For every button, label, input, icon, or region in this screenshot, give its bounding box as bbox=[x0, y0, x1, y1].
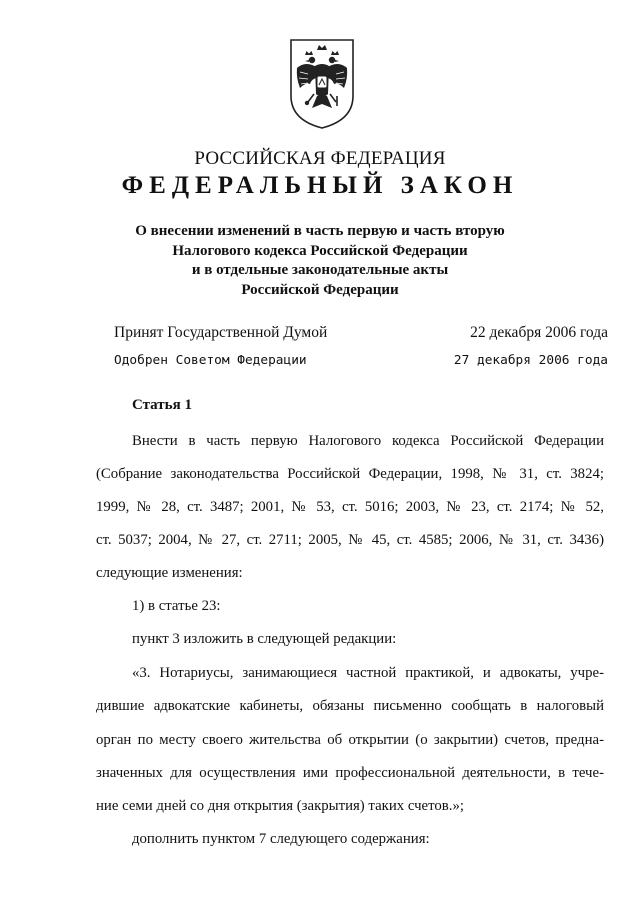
body-line: следующие изменения: bbox=[96, 565, 243, 581]
body-line: (Собрание законодательства Российской Федерации, 1998, № 31, ст. 3824; bbox=[96, 466, 604, 482]
document-type: ФЕДЕРАЛЬНЫЙ ЗАКОН bbox=[121, 172, 519, 199]
body-line: 1) в статье 23: bbox=[132, 598, 221, 614]
title-line: Налогового кодекса Российской Федерации bbox=[172, 242, 468, 259]
article-heading: Статья 1 bbox=[132, 397, 192, 413]
title-line: и в отдельные законодательные акты bbox=[191, 262, 449, 278]
title-line: О внесении изменений в часть первую и часть вторую bbox=[135, 223, 505, 239]
duma-adoption-date: 22 декабря 2006 года bbox=[470, 324, 608, 341]
coat-of-arms-emblem bbox=[288, 38, 356, 130]
body-line: дившие адвокатские кабинеты, обязаны письменно сообщать в налоговый bbox=[96, 698, 604, 714]
body-line: 1999, № 28, ст. 3487; 2001, № 53, ст. 5016; 2003, № 23, ст. 2174; № 52, bbox=[96, 499, 604, 515]
body-line: Внести в часть первую Налогового кодекса Российской Федерации bbox=[132, 433, 604, 449]
body-line: ние семи дней со дня открытия (закрытия) таких счетов.»; bbox=[96, 798, 464, 814]
title-line: Российской Федерации bbox=[241, 281, 399, 298]
body-line: орган по месту своего жительства об открытии (о закрытии) счетов, предна- bbox=[96, 732, 604, 748]
body-line: пункт 3 изложить в следующей редакции: bbox=[132, 631, 397, 647]
body-line: значенных для осуществления ими профессиональной деятельности, в тече- bbox=[96, 765, 604, 781]
duma-adoption-label: Принят Государственной Думой bbox=[114, 324, 328, 341]
body-line: «3. Нотариусы, занимающиеся частной практикой, и адвокаты, учре- bbox=[132, 665, 604, 681]
council-approval-label: Одобрен Советом Федерации bbox=[114, 353, 307, 368]
council-approval-date: 27 декабря 2006 года bbox=[453, 353, 608, 368]
body-line: дополнить пунктом 7 следующего содержания: bbox=[132, 831, 430, 847]
body-line: ст. 5037; 2004, № 27, ст. 2711; 2005, № 45, ст. 4585; 2006, № 31, ст. 3436) bbox=[96, 532, 604, 548]
country-name: РОССИЙСКАЯ ФЕДЕРАЦИЯ bbox=[194, 148, 446, 169]
law-title bbox=[0, 222, 640, 300]
